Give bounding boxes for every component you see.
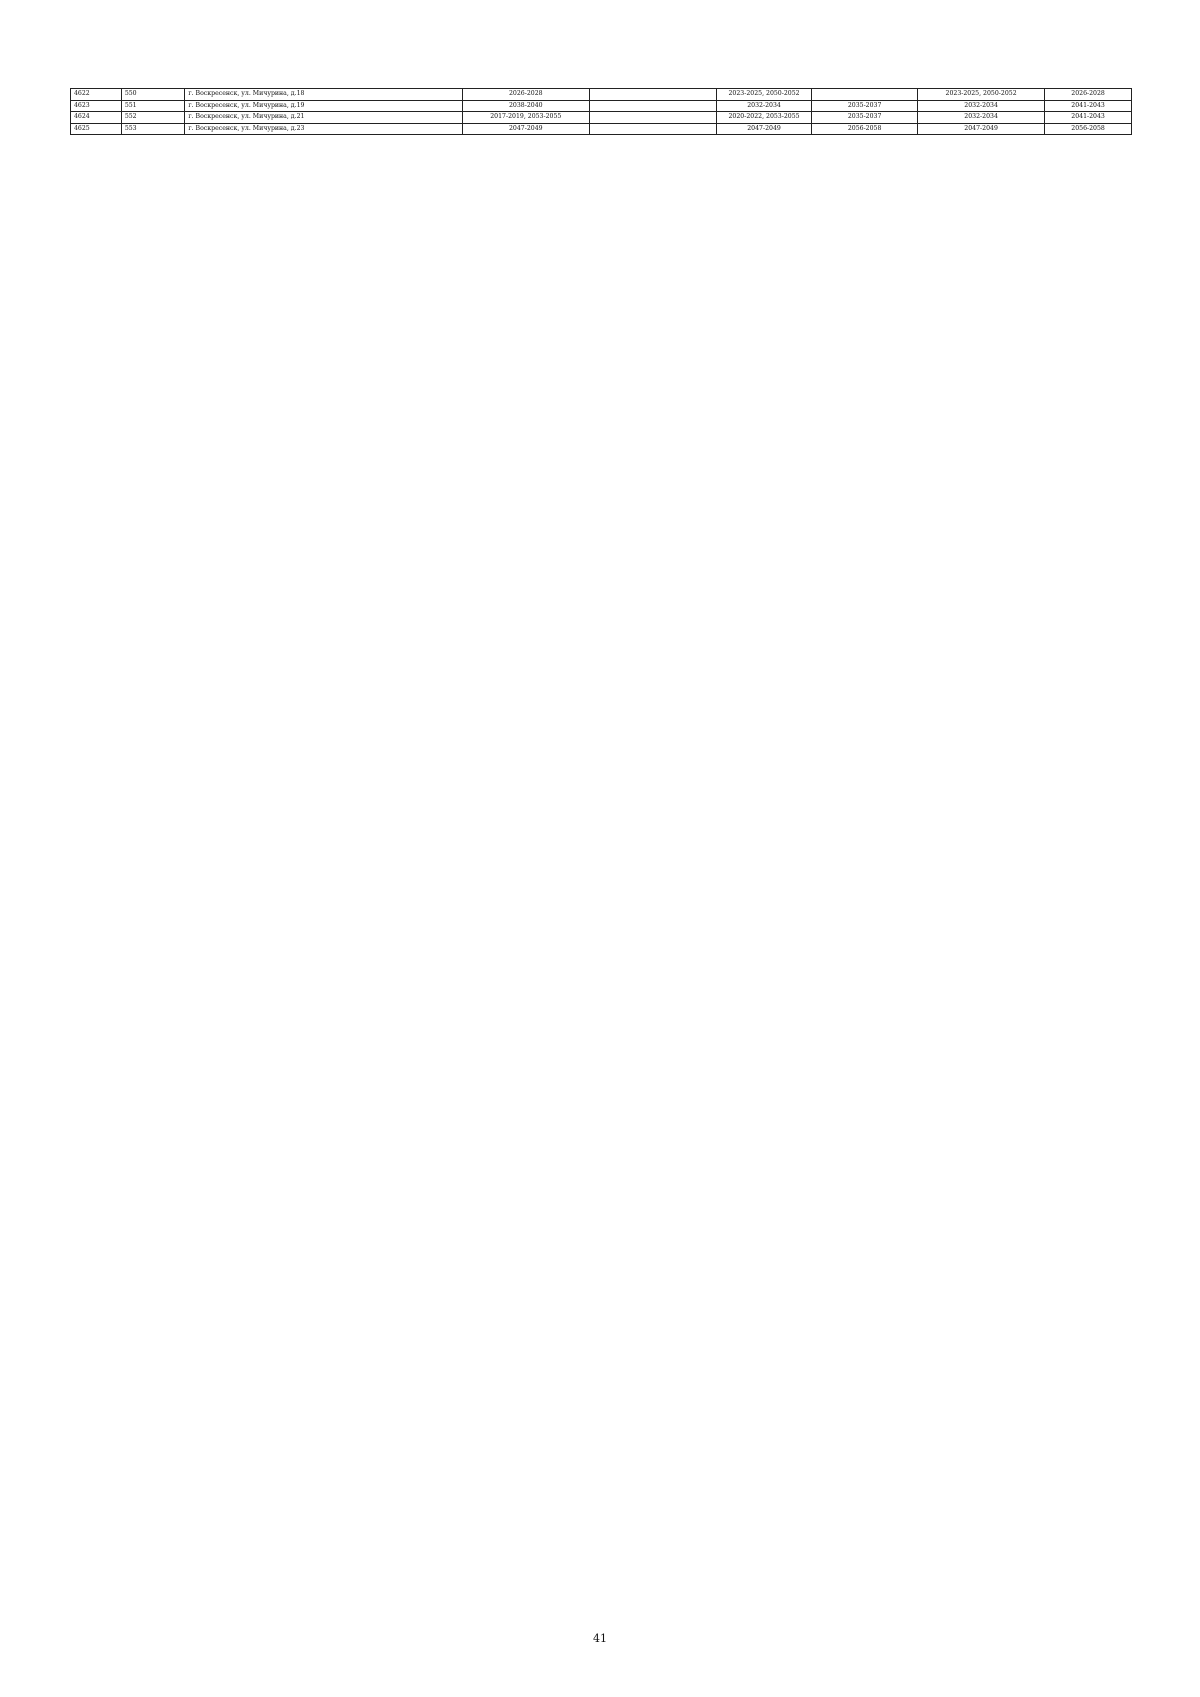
cell-period-5: 2032-2034 — [918, 112, 1045, 124]
cell-period-3: 2032-2034 — [716, 100, 811, 112]
cell-address: г. Воскресенск, ул. Мичурина, д.19 — [185, 100, 462, 112]
cell-number: 551 — [121, 100, 185, 112]
cell-period-6: 2041-2043 — [1045, 100, 1132, 112]
cell-period-4: 2035-2037 — [812, 112, 918, 124]
cell-row-id: 4623 — [71, 100, 122, 112]
cell-period-2 — [589, 112, 716, 124]
cell-period-1: 2026-2028 — [462, 89, 589, 101]
cell-period-6: 2026-2028 — [1045, 89, 1132, 101]
cell-number: 552 — [121, 112, 185, 124]
cell-period-2 — [589, 89, 716, 101]
cell-row-id: 4625 — [71, 123, 122, 135]
cell-period-5: 2032-2034 — [918, 100, 1045, 112]
table-row — [71, 123, 1132, 135]
cell-period-1: 2017-2019, 2053-2055 — [462, 112, 589, 124]
cell-period-3: 2020-2022, 2053-2055 — [716, 112, 811, 124]
register-table — [70, 88, 1132, 135]
cell-row-id: 4622 — [71, 89, 122, 101]
register-table-body — [71, 89, 1132, 135]
cell-period-2 — [589, 123, 716, 135]
cell-period-2 — [589, 100, 716, 112]
cell-number: 553 — [121, 123, 185, 135]
cell-address: г. Воскресенск, ул. Мичурина, д.18 — [185, 89, 462, 101]
table-row — [71, 89, 1132, 101]
cell-row-id: 4624 — [71, 112, 122, 124]
cell-period-6: 2056-2058 — [1045, 123, 1132, 135]
cell-period-3: 2023-2025, 2050-2052 — [716, 89, 811, 101]
cell-period-1: 2038-2040 — [462, 100, 589, 112]
cell-period-5: 2047-2049 — [918, 123, 1045, 135]
cell-period-1: 2047-2049 — [462, 123, 589, 135]
table-row — [71, 100, 1132, 112]
cell-period-6: 2041-2043 — [1045, 112, 1132, 124]
cell-number: 550 — [121, 89, 185, 101]
cell-period-4 — [812, 89, 918, 101]
cell-period-4: 2056-2058 — [812, 123, 918, 135]
cell-period-5: 2023-2025, 2050-2052 — [918, 89, 1045, 101]
document-page — [70, 88, 1132, 135]
page-number: 41 — [593, 1632, 607, 1645]
cell-period-3: 2047-2049 — [716, 123, 811, 135]
table-row — [71, 112, 1132, 124]
cell-address: г. Воскресенск, ул. Мичурина, д.23 — [185, 123, 462, 135]
cell-period-4: 2035-2037 — [812, 100, 918, 112]
cell-address: г. Воскресенск, ул. Мичурина, д.21 — [185, 112, 462, 124]
